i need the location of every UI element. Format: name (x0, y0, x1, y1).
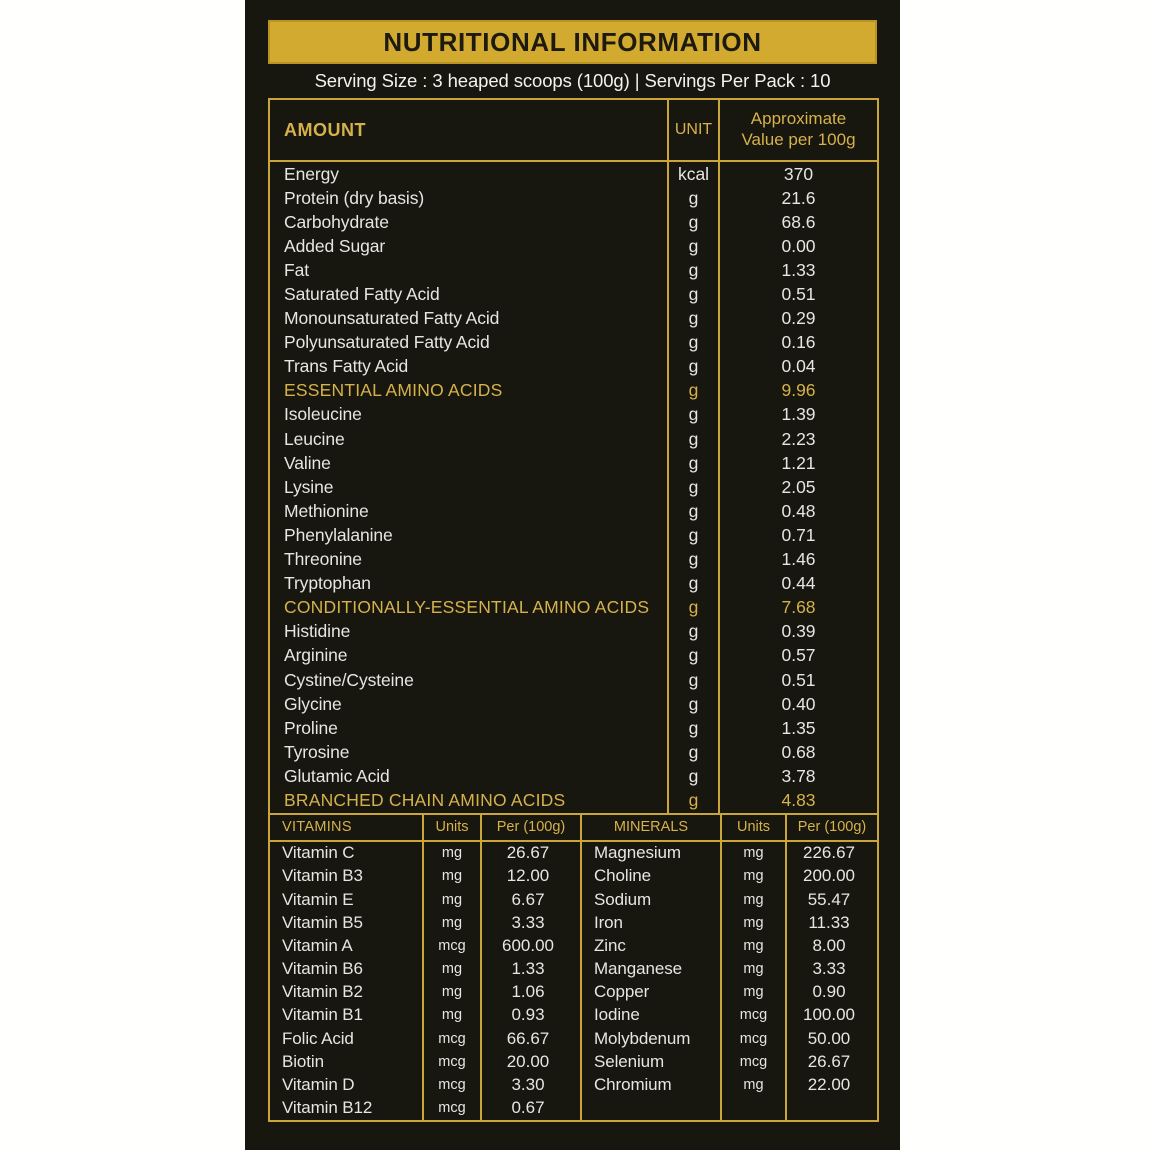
nutrient-value: 4.83 (719, 788, 878, 813)
table-row (269, 888, 878, 911)
table-row (269, 644, 878, 668)
nutrient-value: 21.6 (719, 186, 878, 210)
mineral-unit: mcg (721, 1004, 786, 1027)
mineral-unit: mg (721, 865, 786, 888)
nutrient-unit: g (668, 596, 719, 620)
main-nutrition-table (268, 98, 879, 815)
mineral-name (581, 1097, 721, 1121)
nutrient-unit: g (668, 379, 719, 403)
nutrient-name: Cystine/Cysteine (284, 669, 414, 690)
mineral-name: Chromium (581, 1073, 721, 1096)
nutrient-unit: g (668, 234, 719, 258)
main-table-header-row (269, 99, 878, 161)
table-row (269, 427, 878, 451)
vitamin-unit: mcg (423, 1027, 481, 1050)
mineral-name: Choline (581, 865, 721, 888)
table-row (269, 764, 878, 788)
nutrient-value: 0.00 (719, 234, 878, 258)
nutrient-name: Valine (284, 452, 331, 473)
table-row (269, 716, 878, 740)
nutrient-name: Fat (284, 259, 309, 280)
table-row (269, 234, 878, 258)
nutrient-unit: g (668, 548, 719, 572)
nutrient-value: 0.51 (719, 668, 878, 692)
vitamin-value: 1.06 (481, 981, 581, 1004)
nutrient-value: 1.35 (719, 716, 878, 740)
nutrient-unit: g (668, 499, 719, 523)
nutrient-name: Histidine (284, 621, 351, 642)
nutrient-value: 370 (719, 161, 878, 186)
nutrient-value: 0.57 (719, 644, 878, 668)
mineral-unit: mcg (721, 1027, 786, 1050)
table-row (269, 258, 878, 282)
nutrient-value: 3.78 (719, 764, 878, 788)
nutrient-name: Trans Fatty Acid (284, 356, 409, 377)
vitamin-unit: mg (423, 1004, 481, 1027)
nutrient-unit: g (668, 788, 719, 813)
vitamin-unit: mcg (423, 1073, 481, 1096)
mineral-name: Zinc (581, 934, 721, 957)
nutrient-name: Energy (284, 163, 339, 184)
section-header-label: CONDITIONALLY-ESSENTIAL AMINO ACIDS (284, 597, 650, 618)
mineral-unit: mg (721, 934, 786, 957)
mineral-name: Sodium (581, 888, 721, 911)
vitamin-value: 3.30 (481, 1073, 581, 1096)
table-row (269, 331, 878, 355)
nutrient-value: 1.39 (719, 403, 878, 427)
nutrient-unit: g (668, 716, 719, 740)
vitamin-unit: mg (423, 957, 481, 980)
mineral-name: Copper (581, 981, 721, 1004)
table-row (269, 282, 878, 306)
nutrient-value: 1.46 (719, 548, 878, 572)
nutrient-unit: g (668, 427, 719, 451)
table-row (269, 692, 878, 716)
vitamin-name: Vitamin A (282, 935, 353, 955)
vitamin-value: 20.00 (481, 1050, 581, 1073)
table-row (269, 957, 878, 980)
mineral-value: 22.00 (786, 1073, 878, 1096)
mineral-value: 226.67 (786, 841, 878, 865)
table-row (269, 523, 878, 547)
nutrient-name: Isoleucine (284, 404, 362, 425)
vitamin-name: Vitamin B1 (282, 1005, 363, 1025)
nutrient-name: Phenylalanine (284, 524, 393, 545)
column-header-vitamins-per: Per (100g) (481, 815, 581, 841)
vitamin-value: 0.67 (481, 1097, 581, 1121)
table-row (269, 210, 878, 234)
mineral-name: Selenium (581, 1050, 721, 1073)
vm-table-body (269, 841, 878, 1121)
nutrition-label-panel (245, 0, 900, 1150)
nutrient-unit: g (668, 740, 719, 764)
nutrient-value: 0.40 (719, 692, 878, 716)
column-header-value-line2: Value per 100g (741, 130, 856, 149)
table-row (269, 841, 878, 865)
table-row (269, 981, 878, 1004)
table-row (269, 1004, 878, 1027)
nutrient-unit: kcal (668, 161, 719, 186)
nutrient-name: Added Sugar (284, 235, 386, 256)
column-header-vitamins: VITAMINS (269, 815, 423, 841)
nutrient-value: 1.21 (719, 451, 878, 475)
nutrient-name: Protein (dry basis) (284, 187, 425, 208)
table-row (269, 788, 878, 813)
nutrient-unit: g (668, 620, 719, 644)
table-row (269, 572, 878, 596)
mineral-value: 55.47 (786, 888, 878, 911)
nutrient-value: 0.48 (719, 499, 878, 523)
mineral-value: 11.33 (786, 911, 878, 934)
nutrient-unit: g (668, 307, 719, 331)
serving-size-text: Serving Size : 3 heaped scoops (100g) | Servings Per Pack : 10 (314, 70, 831, 91)
mineral-name: Iodine (581, 1004, 721, 1027)
table-row (269, 451, 878, 475)
nutrient-name: Proline (284, 717, 338, 738)
table-row (269, 1073, 878, 1096)
vitamin-name: Vitamin D (282, 1075, 355, 1094)
vitamin-value: 3.33 (481, 911, 581, 934)
column-header-value (719, 99, 878, 161)
nutrient-value: 7.68 (719, 596, 878, 620)
vitamin-name: Vitamin B5 (282, 912, 363, 932)
table-row (269, 548, 878, 572)
table-row (269, 1097, 878, 1121)
nutrient-unit: g (668, 331, 719, 355)
mineral-value: 3.33 (786, 957, 878, 980)
nutrient-unit: g (668, 186, 719, 210)
nutrient-name: Lysine (284, 476, 334, 497)
vitamin-value: 66.67 (481, 1027, 581, 1050)
vitamin-unit: mg (423, 865, 481, 888)
nutrient-value: 0.71 (719, 523, 878, 547)
nutrient-value: 0.04 (719, 355, 878, 379)
nutrient-value: 68.6 (719, 210, 878, 234)
column-header-amount: AMOUNT (269, 99, 668, 161)
mineral-unit (721, 1097, 786, 1121)
section-header-label: BRANCHED CHAIN AMINO ACIDS (284, 789, 566, 810)
nutrient-value: 0.44 (719, 572, 878, 596)
nutrient-unit: g (668, 403, 719, 427)
section-header-label: ESSENTIAL AMINO ACIDS (284, 380, 503, 401)
vitamin-unit: mg (423, 841, 481, 865)
vitamin-value: 6.67 (481, 888, 581, 911)
mineral-unit: mg (721, 841, 786, 865)
mineral-unit: mg (721, 981, 786, 1004)
mineral-value: 200.00 (786, 865, 878, 888)
title-banner (268, 20, 877, 64)
vitamin-name: Folic Acid (282, 1028, 354, 1048)
vitamin-unit: mg (423, 911, 481, 934)
nutrient-value: 2.05 (719, 475, 878, 499)
column-header-vitamins-units: Units (423, 815, 481, 841)
mineral-name: Magnesium (581, 841, 721, 865)
vitamin-unit: mcg (423, 934, 481, 957)
vitamin-value: 0.93 (481, 1004, 581, 1027)
nutrient-name: Glutamic Acid (284, 765, 390, 786)
vitamins-minerals-table (268, 815, 879, 1122)
table-row (269, 865, 878, 888)
vitamin-unit: mg (423, 888, 481, 911)
nutrient-value: 0.29 (719, 307, 878, 331)
nutrient-value: 9.96 (719, 379, 878, 403)
table-row (269, 379, 878, 403)
mineral-value (786, 1097, 878, 1121)
nutrient-value: 2.23 (719, 427, 878, 451)
table-row (269, 355, 878, 379)
nutrient-unit: g (668, 692, 719, 716)
vitamin-name: Vitamin B12 (282, 1098, 373, 1118)
nutrient-unit: g (668, 355, 719, 379)
nutrient-unit: g (668, 523, 719, 547)
vitamin-name: Vitamin B3 (282, 866, 363, 886)
mineral-name: Iron (581, 911, 721, 934)
mineral-value: 26.67 (786, 1050, 878, 1073)
mineral-value: 0.90 (786, 981, 878, 1004)
table-row (269, 475, 878, 499)
table-row (269, 499, 878, 523)
vitamin-unit: mcg (423, 1050, 481, 1073)
nutrient-name: Methionine (284, 500, 369, 521)
nutrient-value: 0.51 (719, 282, 878, 306)
vitamin-value: 600.00 (481, 934, 581, 957)
table-row (269, 1050, 878, 1073)
vitamin-name: Biotin (282, 1051, 324, 1071)
nutrient-name: Saturated Fatty Acid (284, 284, 440, 305)
column-header-minerals: MINERALS (581, 815, 721, 841)
mineral-unit: mg (721, 957, 786, 980)
nutrient-name: Tyrosine (284, 741, 350, 762)
serving-size-line (268, 64, 877, 98)
nutrient-name: Threonine (284, 549, 362, 570)
nutrient-value: 0.68 (719, 740, 878, 764)
nutrient-name: Carbohydrate (284, 211, 389, 232)
nutrient-unit: g (668, 451, 719, 475)
nutrient-unit: g (668, 258, 719, 282)
nutrient-value: 1.33 (719, 258, 878, 282)
nutrient-unit: g (668, 764, 719, 788)
nutrient-name: Leucine (284, 428, 345, 449)
vitamin-name: Vitamin E (282, 889, 354, 909)
nutrient-unit: g (668, 668, 719, 692)
table-row (269, 403, 878, 427)
vitamin-name: Vitamin C (282, 843, 355, 863)
nutrient-unit: g (668, 572, 719, 596)
table-row (269, 668, 878, 692)
mineral-value: 50.00 (786, 1027, 878, 1050)
nutrient-name: Arginine (284, 645, 348, 666)
mineral-value: 100.00 (786, 1004, 878, 1027)
nutrient-unit: g (668, 475, 719, 499)
nutrient-name: Glycine (284, 693, 342, 714)
table-row (269, 596, 878, 620)
table-row (269, 307, 878, 331)
nutrient-value: 0.16 (719, 331, 878, 355)
table-row (269, 186, 878, 210)
page-title: NUTRITIONAL INFORMATION (383, 26, 762, 57)
column-header-minerals-per: Per (100g) (786, 815, 878, 841)
nutrient-name: Monounsaturated Fatty Acid (284, 308, 500, 329)
table-row (269, 620, 878, 644)
vitamin-name: Vitamin B6 (282, 959, 363, 979)
mineral-unit: mcg (721, 1050, 786, 1073)
column-header-value-line1: Approximate (750, 109, 847, 129)
table-row (269, 1027, 878, 1050)
column-header-unit: UNIT (668, 99, 719, 161)
column-header-minerals-units: Units (721, 815, 786, 841)
vitamin-unit: mg (423, 981, 481, 1004)
mineral-unit: mg (721, 888, 786, 911)
table-row (269, 740, 878, 764)
mineral-value: 8.00 (786, 934, 878, 957)
vitamin-value: 1.33 (481, 957, 581, 980)
table-row (269, 911, 878, 934)
vitamin-value: 26.67 (481, 841, 581, 865)
nutrient-unit: g (668, 210, 719, 234)
mineral-name: Manganese (581, 957, 721, 980)
vm-table-header-row (269, 815, 878, 841)
nutrient-value: 0.39 (719, 620, 878, 644)
vitamin-name: Vitamin B2 (282, 982, 363, 1002)
mineral-unit: mg (721, 1073, 786, 1096)
nutrient-name: Polyunsaturated Fatty Acid (284, 332, 490, 353)
table-row (269, 934, 878, 957)
nutrient-unit: g (668, 282, 719, 306)
mineral-name: Molybdenum (581, 1027, 721, 1050)
main-table-body (269, 161, 878, 814)
mineral-unit: mg (721, 911, 786, 934)
table-row (269, 161, 878, 186)
nutrient-unit: g (668, 644, 719, 668)
vitamin-value: 12.00 (481, 865, 581, 888)
nutrient-name: Tryptophan (284, 573, 371, 594)
vitamin-unit: mcg (423, 1097, 481, 1121)
